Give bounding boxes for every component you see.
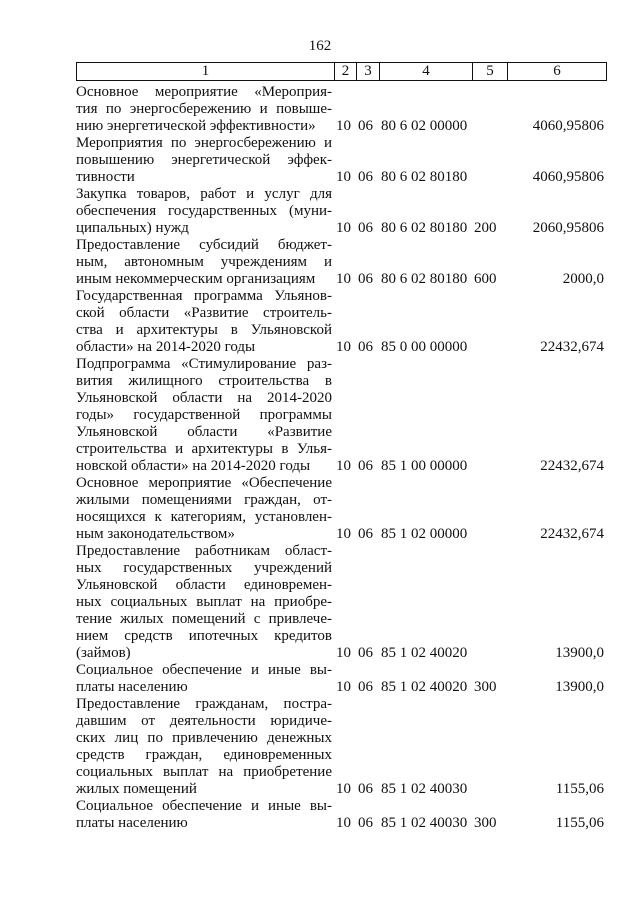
description-line: носящихся к категориям, установлен- bbox=[76, 509, 332, 525]
description-line: Основное мероприятие «Мероприя- bbox=[76, 84, 332, 100]
description-line: Мероприятия по энергосбережению и bbox=[76, 135, 332, 151]
description-line: тение жилых помещений с привлече- bbox=[76, 611, 332, 627]
description-line: тивности bbox=[76, 169, 135, 185]
description-line: ципальных) нужд bbox=[76, 220, 189, 236]
subsection-code: 06 bbox=[358, 781, 373, 797]
table-row bbox=[0, 237, 640, 288]
description-line: давшим от деятельности юридиче- bbox=[76, 713, 332, 729]
table-row bbox=[0, 135, 640, 186]
description-line: обеспечения государственных (муни- bbox=[76, 203, 332, 219]
subsection-code: 06 bbox=[358, 526, 373, 542]
description-line: Государственная программа Ульянов- bbox=[76, 288, 332, 304]
row-description bbox=[76, 662, 332, 696]
description-line: Предоставление работникам област- bbox=[76, 543, 332, 559]
header-col-4: 4 bbox=[380, 63, 473, 81]
amount: 13900,0 bbox=[555, 679, 604, 695]
row-description bbox=[76, 237, 332, 288]
table-row bbox=[0, 475, 640, 543]
description-line: ных государственных учреждений bbox=[76, 560, 332, 576]
description-line: жилых помещений bbox=[76, 781, 197, 797]
description-line: платы населению bbox=[76, 815, 188, 831]
amount: 22432,674 bbox=[540, 526, 604, 542]
description-line: социальных выплат на приобретение bbox=[76, 764, 332, 780]
description-line: Закупка товаров, работ и услуг для bbox=[76, 186, 332, 202]
description-line: Предоставление гражданам, постра- bbox=[76, 696, 332, 712]
section-code: 10 bbox=[336, 271, 351, 287]
subsection-code: 06 bbox=[358, 458, 373, 474]
section-code: 10 bbox=[336, 526, 351, 542]
table-row bbox=[0, 186, 640, 237]
table-row bbox=[0, 356, 640, 475]
subsection-code: 06 bbox=[358, 645, 373, 661]
subsection-code: 06 bbox=[358, 815, 373, 831]
row-description bbox=[76, 798, 332, 832]
description-line: платы населению bbox=[76, 679, 188, 695]
section-code: 10 bbox=[336, 679, 351, 695]
table-row bbox=[0, 662, 640, 696]
description-line: области» на 2014-2020 годы bbox=[76, 339, 256, 355]
target-article-code: 85 1 02 40030 bbox=[381, 781, 468, 797]
amount: 4060,95806 bbox=[532, 169, 604, 185]
subsection-code: 06 bbox=[358, 220, 373, 236]
section-code: 10 bbox=[336, 169, 351, 185]
description-line: Подпрограмма «Стимулирование раз- bbox=[76, 356, 332, 372]
description-line: Социальное обеспечение и иные вы- bbox=[76, 662, 332, 678]
description-line: Основное мероприятие «Обеспечение bbox=[76, 475, 332, 491]
description-line: новской области» на 2014-2020 годы bbox=[76, 458, 311, 474]
description-line: ских лиц по привлечению денежных bbox=[76, 730, 332, 746]
table-row bbox=[0, 84, 640, 135]
description-line: Ульяновской области единовремен- bbox=[76, 577, 332, 593]
description-line: строительства и архитектуры в Улья- bbox=[76, 441, 332, 457]
target-article-code: 80 6 02 00000 bbox=[381, 118, 468, 134]
expense-type-code: 300 bbox=[474, 815, 497, 831]
description-line: ства и архитектуры в Ульяновской bbox=[76, 322, 332, 338]
row-description bbox=[76, 135, 332, 186]
section-code: 10 bbox=[336, 458, 351, 474]
row-description bbox=[76, 543, 332, 662]
row-description bbox=[76, 186, 332, 237]
subsection-code: 06 bbox=[358, 169, 373, 185]
amount: 2000,0 bbox=[562, 271, 604, 287]
header-col-1: 1 bbox=[77, 63, 335, 81]
table-row bbox=[0, 798, 640, 832]
row-description bbox=[76, 84, 332, 135]
description-line: повышению энергетической эффек- bbox=[76, 152, 332, 168]
subsection-code: 06 bbox=[358, 271, 373, 287]
header-col-2: 2 bbox=[335, 63, 357, 81]
description-line: (займов) bbox=[76, 645, 131, 661]
target-article-code: 80 6 02 80180 bbox=[381, 271, 468, 287]
page-number: 162 bbox=[308, 38, 332, 54]
header-col-6: 6 bbox=[508, 63, 607, 81]
description-line: годы» государственной программы bbox=[76, 407, 332, 423]
description-line: ных социальных выплат на приобре- bbox=[76, 594, 332, 610]
subsection-code: 06 bbox=[358, 679, 373, 695]
row-description bbox=[76, 475, 332, 543]
amount: 22432,674 bbox=[540, 458, 604, 474]
description-line: средств граждан, единовременных bbox=[76, 747, 332, 763]
section-code: 10 bbox=[336, 781, 351, 797]
description-line: Ульяновской области на 2014-2020 bbox=[76, 390, 332, 406]
description-line: жилыми помещениями граждан, от- bbox=[76, 492, 332, 508]
subsection-code: 06 bbox=[358, 339, 373, 355]
description-line: нию энергетической эффективности» bbox=[76, 118, 316, 134]
section-code: 10 bbox=[336, 118, 351, 134]
description-line: тия по энергосбережению и повыше- bbox=[76, 101, 332, 117]
table-header bbox=[76, 62, 607, 81]
section-code: 10 bbox=[336, 645, 351, 661]
table-row bbox=[0, 696, 640, 798]
target-article-code: 80 6 02 80180 bbox=[381, 220, 468, 236]
target-article-code: 85 1 02 40020 bbox=[381, 679, 468, 695]
section-code: 10 bbox=[336, 220, 351, 236]
section-code: 10 bbox=[336, 815, 351, 831]
table-row bbox=[0, 543, 640, 662]
header-col-3: 3 bbox=[357, 63, 380, 81]
description-line: иным некоммерческим организациям bbox=[76, 271, 316, 287]
description-line: вития жилищного строительства в bbox=[76, 373, 332, 389]
description-line: Предоставление субсидий бюджет- bbox=[76, 237, 332, 253]
target-article-code: 85 0 00 00000 bbox=[381, 339, 468, 355]
description-line: Социальное обеспечение и иные вы- bbox=[76, 798, 332, 814]
target-article-code: 85 1 02 40020 bbox=[381, 645, 468, 661]
expense-type-code: 600 bbox=[474, 271, 497, 287]
target-article-code: 85 1 02 00000 bbox=[381, 526, 468, 542]
amount: 4060,95806 bbox=[532, 118, 604, 134]
amount: 1155,06 bbox=[555, 815, 604, 831]
description-line: нием средств ипотечных кредитов bbox=[76, 628, 332, 644]
description-line: ным законодательством» bbox=[76, 526, 235, 542]
row-description bbox=[76, 696, 332, 798]
target-article-code: 85 1 02 40030 bbox=[381, 815, 468, 831]
description-line: ской области «Развитие строитель- bbox=[76, 305, 332, 321]
target-article-code: 80 6 02 80180 bbox=[381, 169, 468, 185]
subsection-code: 06 bbox=[358, 118, 373, 134]
amount: 13900,0 bbox=[555, 645, 604, 661]
description-line: Ульяновской области «Развитие bbox=[76, 424, 332, 440]
header-col-5: 5 bbox=[473, 63, 508, 81]
amount: 1155,06 bbox=[555, 781, 604, 797]
description-line: ным, автономным учреждениям и bbox=[76, 254, 332, 270]
amount: 22432,674 bbox=[540, 339, 604, 355]
row-description bbox=[76, 288, 332, 356]
expense-type-code: 200 bbox=[474, 220, 497, 236]
amount: 2060,95806 bbox=[532, 220, 604, 236]
expense-type-code: 300 bbox=[474, 679, 497, 695]
target-article-code: 85 1 00 00000 bbox=[381, 458, 468, 474]
table-row bbox=[0, 288, 640, 356]
section-code: 10 bbox=[336, 339, 351, 355]
row-description bbox=[76, 356, 332, 475]
